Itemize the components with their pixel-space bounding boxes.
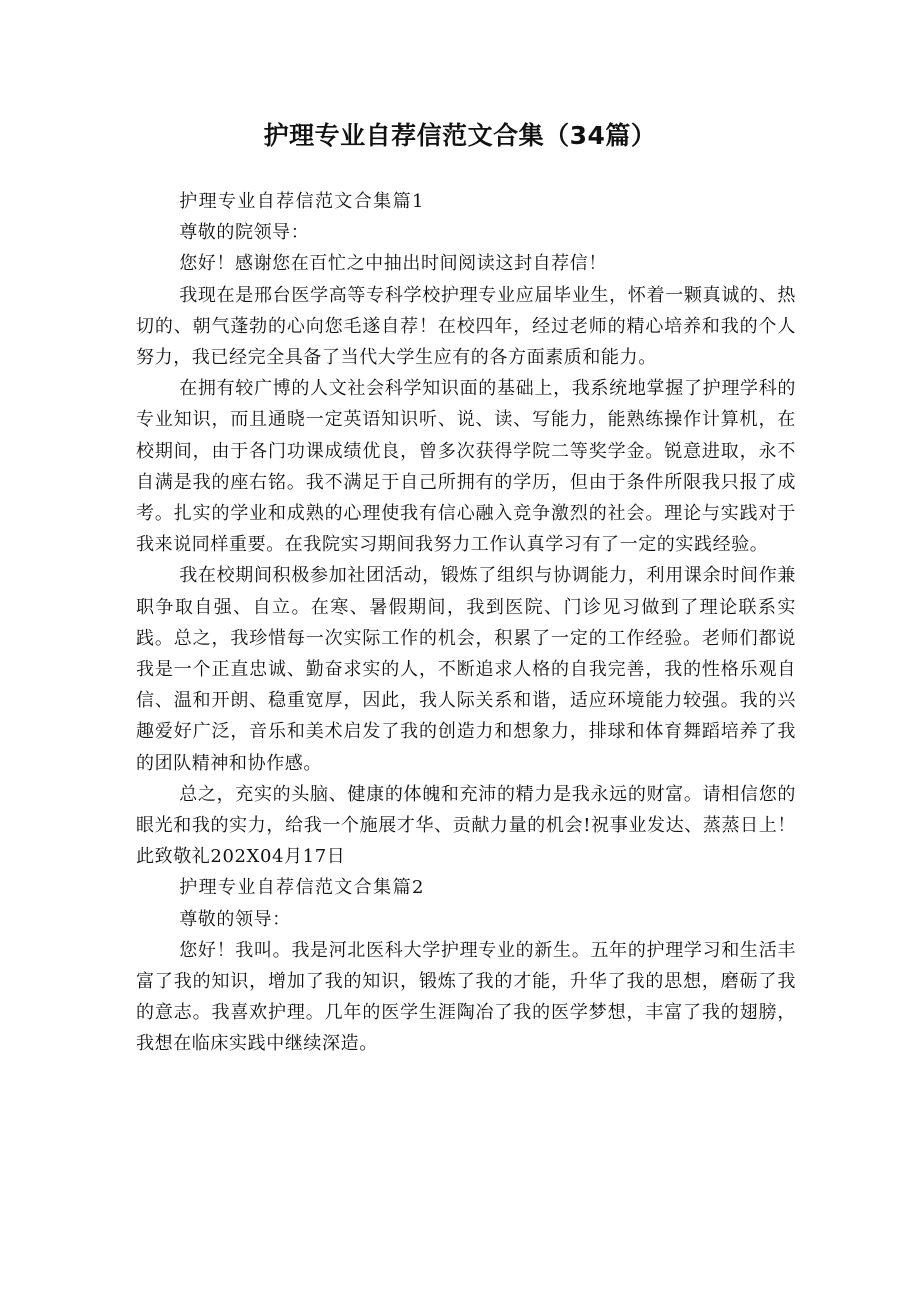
- paragraph: 我现在是邢台医学高等专科学校护理专业应届毕业生，怀着一颗真诚的、热切的、朝气蓬勃的心向您毛遂自荐！在校四年，经过老师的精心培养和我的个人努力，我已经完全具备了当代大学生应有的各方面素质和能力。: [136, 284, 796, 369]
- paragraph: 您好！感谢您在百忙之中抽出时间阅读这封自荐信！: [179, 253, 607, 275]
- paragraph: 我在校期间积极参加社团活动，锻炼了组织与协调能力，利用课余时间作兼职争取自强、自立。在寒、暑假期间，我到医院、门诊见习做到了理论联系实践。总之，我珍惜每一次实际工作的机会，积累了一定的工作经验。老师们都说我是一个正直忠诚、勤奋求实的人，不断追求人格的自我完善，我的性格乐观自信、温和开朗、稳重宽厚，因此，我人际关系和谐，适应环境能力较强。我的兴趣爱好广泛，音乐和美术启发了我的创造力和想象力，排球和体育舞蹈培养了我的团队精神和协作感。: [136, 565, 796, 774]
- paragraph: 总之，充实的头脑、健康的体魄和充沛的精力是我永远的财富。请相信您的眼光和我的实力，给我一个施展才华、贡献力量的机会!祝事业发达、蒸蒸日上！此致敬礼202X04月17日: [136, 783, 796, 868]
- salutation: 尊敬的院领导：: [179, 222, 310, 244]
- document-body: [136, 186, 796, 1060]
- section-heading: 护理专业自荐信范文合集篇2: [179, 877, 425, 899]
- paragraph: 您好！我叫。我是河北医科大学护理专业的新生。五年的护理学习和生活丰富了我的知识，增加了我的知识，锻炼了我的才能，升华了我的思想，磨砺了我的意志。我喜欢护理。几年的医学生涯陶冶了我的医学梦想，丰富了我的翅膀，我想在临床实践中继续深造。: [136, 939, 796, 1055]
- document-title: 护理专业自荐信范文合集（34篇）: [263, 121, 657, 150]
- section-heading: 护理专业自荐信范文合集篇1: [179, 191, 425, 212]
- paragraph: 在拥有较广博的人文社会科学知识面的基础上，我系统地掌握了护理学科的专业知识，而且通晓一定英语知识听、说、读、写能力，能熟练操作计算机，在校期间，由于各门功课成绩优良，曾多次获得学院二等奖学金。锐意进取，永不自满是我的座右铭。我不满足于自己所拥有的学历，但由于条件所限我只报了成考。扎实的学业和成熟的心理使我有信心融入竞争激烈的社会。理论与实践对于我来说同样重要。在我院实习期间我努力工作认真学习有了一定的实践经验。: [136, 378, 796, 556]
- salutation: 尊敬的领导：: [179, 908, 291, 930]
